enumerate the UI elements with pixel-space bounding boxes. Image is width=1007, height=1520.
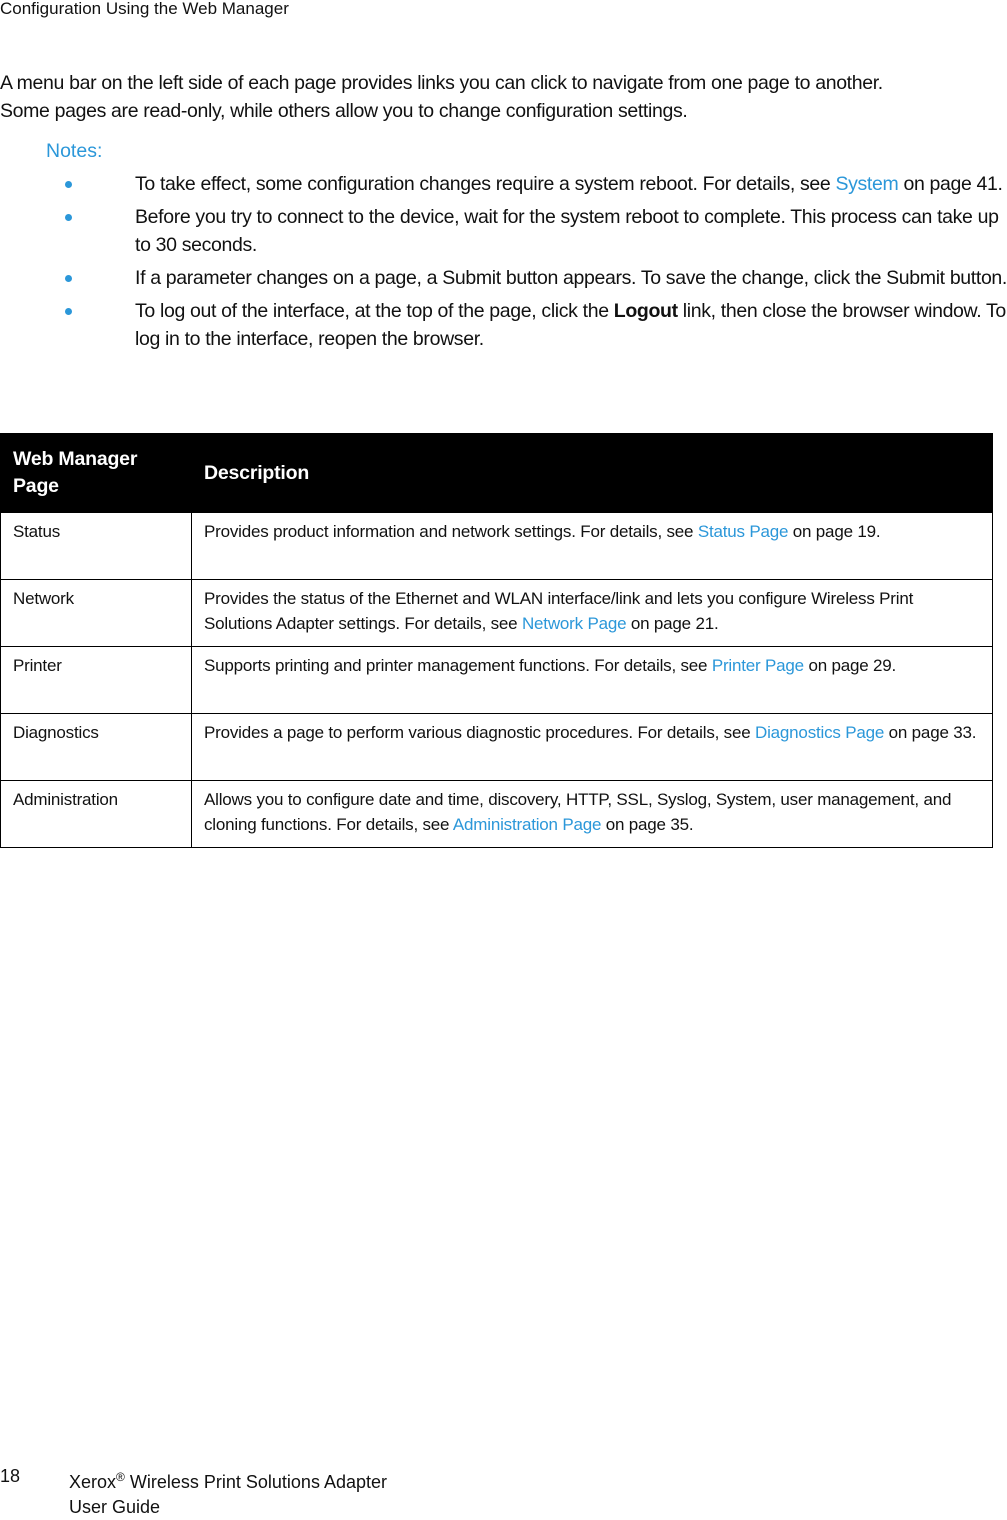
note-item: If a parameter changes on a page, a Submit button appears. To save the change, click the Submit button. [0, 264, 1007, 292]
status-page-link[interactable]: Status Page [697, 522, 789, 541]
page-name-cell: Printer [1, 647, 192, 714]
page-name-cell: Status [1, 513, 192, 580]
intro-line-2: Some pages are read-only, while others allow you to change configuration settings. [0, 100, 688, 122]
description-cell: Allows you to configure date and time, discovery, HTTP, SSL, Syslog, System, user management, and cloning functions. For details, see Administration Page on page 35. [192, 781, 993, 848]
administration-page-link[interactable]: Administration Page [452, 815, 602, 834]
notes-list [0, 170, 1007, 358]
intro-paragraph [0, 69, 1007, 125]
table-row [1, 647, 993, 714]
registered-mark: ® [116, 1470, 125, 1484]
bullet-icon [65, 181, 72, 188]
column-header-page: Web Manager Page [1, 434, 192, 513]
system-link[interactable]: System [835, 173, 899, 195]
bullet-icon [65, 214, 72, 221]
page-name-cell: Administration [1, 781, 192, 848]
printer-page-link[interactable]: Printer Page [711, 656, 804, 675]
page-number: 18 [0, 1466, 21, 1486]
diagnostics-page-link[interactable]: Diagnostics Page [755, 723, 885, 742]
bullet-icon [65, 275, 72, 282]
footer-product-title: Xerox® Wireless Print Solutions Adapter User Guide [69, 1470, 387, 1520]
description-cell: Provides the status of the Ethernet and WLAN interface/link and lets you configure Wireless Print Solutions Adapter settings. For details, see Network Page on page 21. [192, 580, 993, 647]
notes-label: Notes: [46, 140, 103, 162]
note-item: Before you try to connect to the device, wait for the system reboot to complete. This process can take up to 30 seconds. [0, 203, 1007, 259]
web-manager-pages-table [0, 433, 993, 848]
note-item: To log out of the interface, at the top of the page, click the Logout link, then close the browser window. To log in to the interface, reopen the browser. [0, 297, 1007, 353]
description-cell: Supports printing and printer management functions. For details, see Printer Page on page 29. [192, 647, 993, 714]
table-row [1, 513, 993, 580]
description-cell: Provides product information and network settings. For details, see Status Page on page 19. [192, 513, 993, 580]
page-name-cell: Diagnostics [1, 714, 192, 781]
bullet-icon [65, 308, 72, 315]
column-header-description: Description [192, 434, 993, 513]
table-row [1, 580, 993, 647]
footer-doc-type: User Guide [69, 1497, 161, 1517]
table-header-row [1, 434, 993, 513]
logout-term: Logout [613, 300, 678, 322]
running-header-title: Configuration Using the Web Manager [0, 0, 289, 18]
page-name-cell: Network [1, 580, 192, 647]
table-row [1, 781, 993, 848]
intro-line-1: A menu bar on the left side of each page provides links you can click to navigate from one page to another. [0, 72, 883, 94]
description-cell: Provides a page to perform various diagnostic procedures. For details, see Diagnostics Page on page 33. [192, 714, 993, 781]
table-row [1, 714, 993, 781]
network-page-link[interactable]: Network Page [521, 614, 627, 633]
note-item: To take effect, some configuration changes require a system reboot. For details, see System on page 41. [0, 170, 1007, 198]
